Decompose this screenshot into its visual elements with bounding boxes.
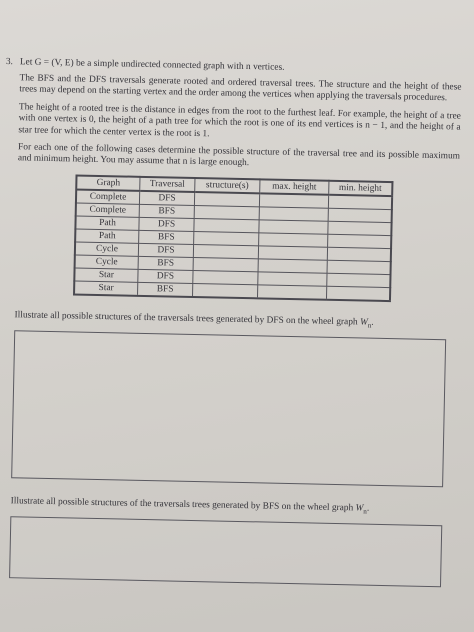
cell-structures[interactable]: [194, 192, 259, 207]
cell-graph: Star: [74, 281, 138, 296]
cell-graph: Cycle: [75, 255, 139, 269]
cell-structures[interactable]: [194, 205, 259, 219]
cell-min-height[interactable]: [328, 234, 392, 248]
header-max-height: max. height: [260, 179, 329, 194]
bfs-wheel-prompt-text: Illustrate all possible structures of the traversals trees generated by BFS on the wheel graph: [10, 496, 354, 514]
cell-min-height[interactable]: [328, 221, 392, 235]
cell-min-height[interactable]: [326, 286, 390, 301]
dfs-wheel-prompt: [14, 310, 454, 333]
dfs-wheel-prompt-text: Illustrate all possible structures of the traversals trees generated by DFS on the wheel graph: [14, 310, 358, 328]
cell-graph: Star: [74, 268, 138, 282]
cell-min-height[interactable]: [327, 260, 391, 274]
cell-structures[interactable]: [193, 244, 258, 258]
cell-min-height[interactable]: [327, 247, 391, 261]
cell-structures[interactable]: [193, 270, 258, 284]
cell-min-height[interactable]: [328, 208, 392, 222]
bfs-answer-box[interactable]: [9, 517, 442, 588]
problem-intro: Let G = (V, E) be a simple undirected connected graph with n vertices.: [19, 57, 285, 73]
cell-graph: Path: [75, 216, 139, 230]
cell-traversal: BFS: [138, 282, 193, 297]
cell-traversal: DFS: [138, 243, 193, 257]
problem-content: [0, 56, 468, 588]
traversal-table: [73, 174, 393, 302]
cell-traversal: BFS: [139, 204, 194, 218]
dfs-answer-box[interactable]: [11, 330, 446, 487]
cell-traversal: BFS: [139, 230, 194, 244]
cell-structures[interactable]: [192, 283, 257, 298]
cell-traversal: DFS: [139, 191, 194, 206]
cell-structures[interactable]: [194, 231, 259, 245]
cell-min-height[interactable]: [327, 273, 391, 287]
paragraph-traversals: The BFS and the DFS traversals generate rooted and ordered traversal trees. The structure and the height of these trees may depend on the starting vertex and the order among the vertices when applying the traversals procedures.: [19, 73, 462, 104]
header-traversal: Traversal: [140, 177, 195, 192]
cell-min-height[interactable]: [328, 195, 392, 210]
cell-graph: Path: [75, 229, 139, 243]
bfs-wheel-prompt: [10, 496, 450, 519]
cell-structures[interactable]: [193, 257, 258, 271]
cell-max-height[interactable]: [257, 285, 326, 300]
bfs-wheel-graph-name: $W_n$.: [355, 503, 370, 516]
cell-graph: Complete: [76, 203, 140, 217]
cell-graph: Cycle: [75, 242, 139, 256]
cell-max-height[interactable]: [259, 193, 328, 208]
header-min-height: min. height: [329, 181, 393, 196]
paragraph-task: For each one of the following cases determine the possible structure of the traversal tree and its possible maximum and minimum height. You may assume that n is large enough.: [17, 142, 461, 169]
cell-structures[interactable]: [194, 218, 259, 232]
header-structures: structure(s): [195, 178, 260, 193]
cell-traversal: DFS: [138, 269, 193, 283]
cell-graph: Complete: [76, 189, 140, 204]
paragraph-height-definition: The height of a rooted tree is the distance in edges from the root to the furthest leaf. For example, the height of a tree with one vertex is 0, the height of a path tree for which the root is one of its end vertices is n − 1, and the height of a star tree for which the center vertex is the root is 1.: [18, 102, 461, 139]
cell-traversal: DFS: [139, 217, 194, 231]
cell-traversal: BFS: [138, 256, 193, 270]
header-graph: Graph: [76, 175, 140, 190]
dfs-wheel-graph-name: $W_n$.: [359, 317, 374, 330]
problem-number: 3.: [5, 56, 14, 68]
